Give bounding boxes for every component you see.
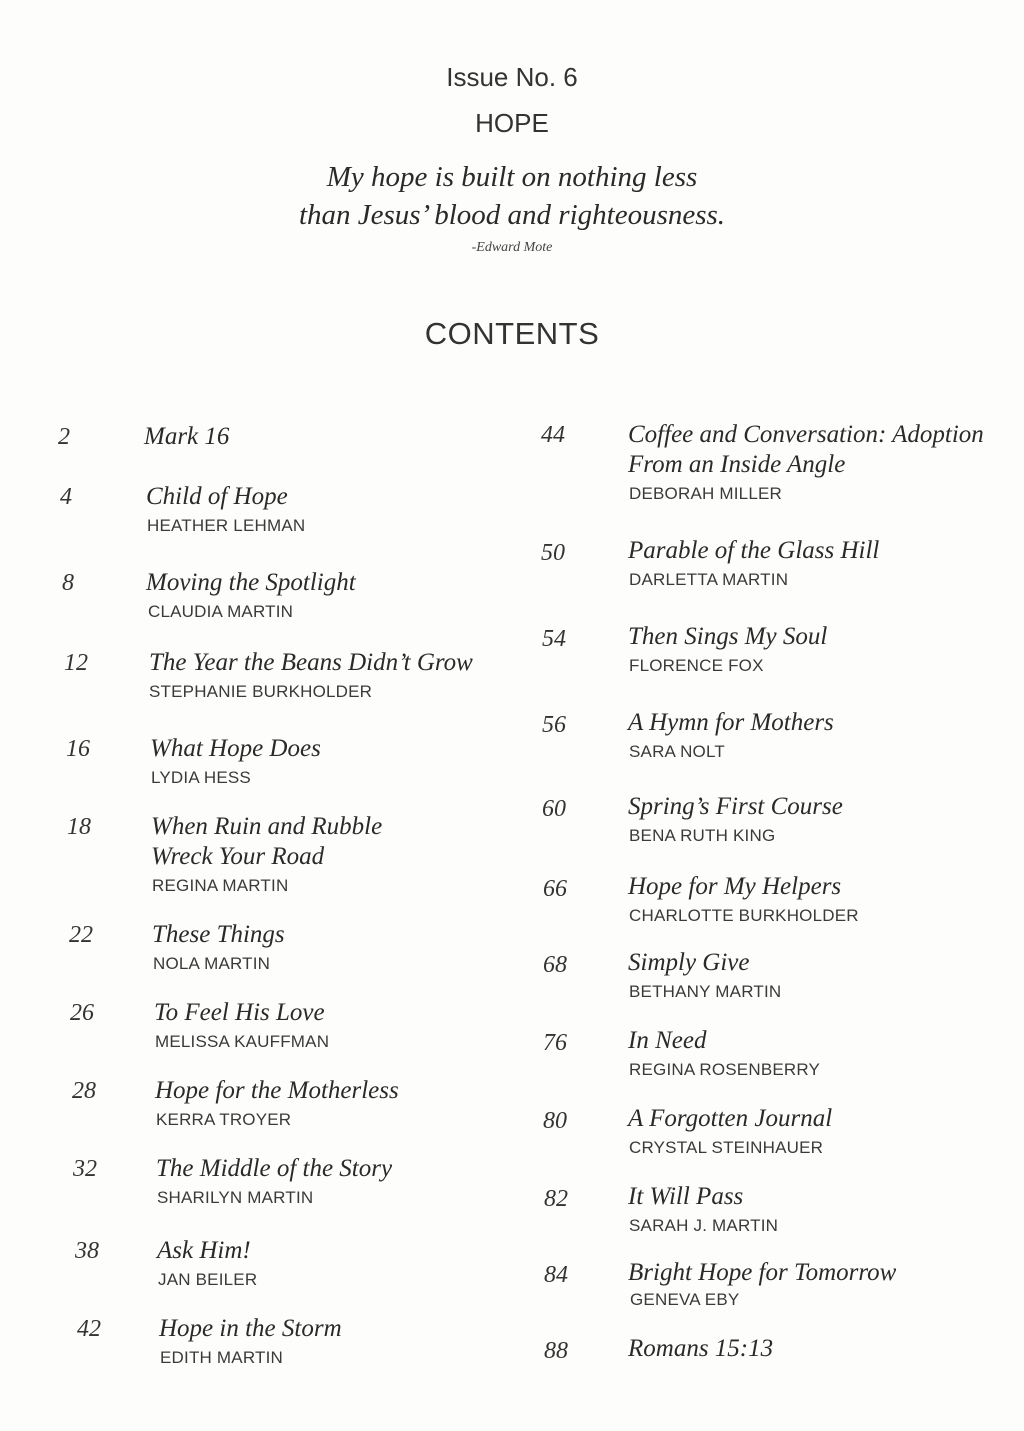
issue-number: Issue No. 6 — [446, 62, 578, 92]
page-number: 44 — [541, 422, 565, 448]
quote-line-2: than Jesus’ blood and righteousness. — [298, 199, 726, 231]
page-number: 38 — [75, 1238, 99, 1264]
article-title: What Hope Does — [150, 735, 321, 762]
contents-heading: CONTENTS — [424, 316, 600, 351]
article-title: Hope for the Motherless — [155, 1077, 399, 1104]
page-number: 8 — [62, 570, 74, 596]
article-title: Coffee and Conversation: Adoption — [628, 421, 984, 448]
page-number: 88 — [544, 1338, 568, 1364]
article-author: GENEVA EBY — [630, 1290, 740, 1309]
page-number: 82 — [544, 1186, 568, 1212]
page-number: 66 — [543, 876, 567, 902]
article-title: A Forgotten Journal — [628, 1105, 833, 1132]
page-number: 56 — [542, 712, 566, 738]
article-author: EDITH MARTIN — [160, 1348, 283, 1367]
quote-attribution: -Edward Mote — [471, 240, 553, 255]
article-author: FLORENCE FOX — [629, 656, 764, 675]
article-title: These Things — [152, 921, 285, 948]
article-author: NOLA MARTIN — [153, 954, 271, 973]
article-author: REGINA MARTIN — [152, 876, 289, 895]
article-title: In Need — [628, 1027, 707, 1054]
page-number: 54 — [542, 626, 566, 652]
article-title: When Ruin and Rubble — [151, 813, 383, 840]
article-title: It Will Pass — [628, 1183, 744, 1210]
article-author: HEATHER LEHMAN — [147, 516, 306, 535]
article-title: Spring’s First Course — [628, 793, 843, 820]
article-author: STEPHANIE BURKHOLDER — [149, 682, 373, 701]
page-number: 28 — [72, 1078, 96, 1104]
page-number: 12 — [64, 650, 88, 676]
page-number: 18 — [67, 814, 91, 840]
page-number: 60 — [542, 796, 566, 822]
article-author: REGINA ROSENBERRY — [629, 1060, 821, 1079]
issue-theme: HOPE — [475, 108, 549, 138]
article-author: BETHANY MARTIN — [629, 982, 782, 1001]
article-title: Ask Him! — [157, 1237, 251, 1264]
page-number: 22 — [69, 922, 93, 948]
page-number: 84 — [544, 1262, 568, 1288]
article-author: JAN BEILER — [158, 1270, 258, 1289]
article-author: KERRA TROYER — [156, 1110, 292, 1129]
article-title: Mark 16 — [144, 423, 230, 450]
article-title: Hope in the Storm — [159, 1315, 342, 1342]
article-title: The Middle of the Story — [156, 1155, 393, 1182]
article-author: SARA NOLT — [629, 742, 725, 761]
article-title: A Hymn for Mothers — [628, 709, 834, 736]
page-number: 2 — [58, 424, 70, 450]
page-number: 80 — [543, 1108, 567, 1134]
article-title: Moving the Spotlight — [146, 569, 356, 596]
article-title: Child of Hope — [146, 483, 288, 510]
page-number: 42 — [77, 1316, 101, 1342]
article-author: BENA RUTH KING — [629, 826, 776, 845]
article-author: DARLETTA MARTIN — [629, 570, 789, 589]
article-title: Romans 15:13 — [628, 1335, 774, 1362]
page-number: 32 — [73, 1156, 97, 1182]
article-title: To Feel His Love — [154, 999, 325, 1026]
article-author: DEBORAH MILLER — [629, 484, 783, 503]
article-author: SARAH J. MARTIN — [629, 1216, 779, 1235]
article-author: CRYSTAL STEINHAUER — [629, 1138, 824, 1157]
page-number: 16 — [66, 736, 90, 762]
article-title: Parable of the Glass Hill — [628, 537, 880, 564]
epigraph-quote — [0, 158, 1024, 234]
article-author: MELISSA KAUFFMAN — [155, 1032, 330, 1051]
article-author: CLAUDIA MARTIN — [148, 602, 294, 621]
article-title-continued: From an Inside Angle — [628, 451, 846, 478]
article-title: The Year the Beans Didn’t Grow — [149, 649, 473, 676]
page-number: 50 — [541, 540, 565, 566]
article-author: CHARLOTTE BURKHOLDER — [629, 906, 859, 925]
page-number: 68 — [543, 952, 567, 978]
article-title: Bright Hope for Tomorrow — [628, 1259, 897, 1286]
article-title-continued: Wreck Your Road — [151, 843, 325, 870]
article-title: Then Sings My Soul — [628, 623, 828, 650]
page-number: 4 — [60, 484, 72, 510]
article-title: Hope for My Helpers — [628, 873, 842, 900]
article-title: Simply Give — [628, 949, 750, 976]
quote-line-1: My hope is built on nothing less — [326, 161, 698, 193]
page-number: 26 — [70, 1000, 94, 1026]
page-number: 76 — [543, 1030, 567, 1056]
article-author: LYDIA HESS — [151, 768, 251, 787]
article-author: SHARILYN MARTIN — [157, 1188, 314, 1207]
